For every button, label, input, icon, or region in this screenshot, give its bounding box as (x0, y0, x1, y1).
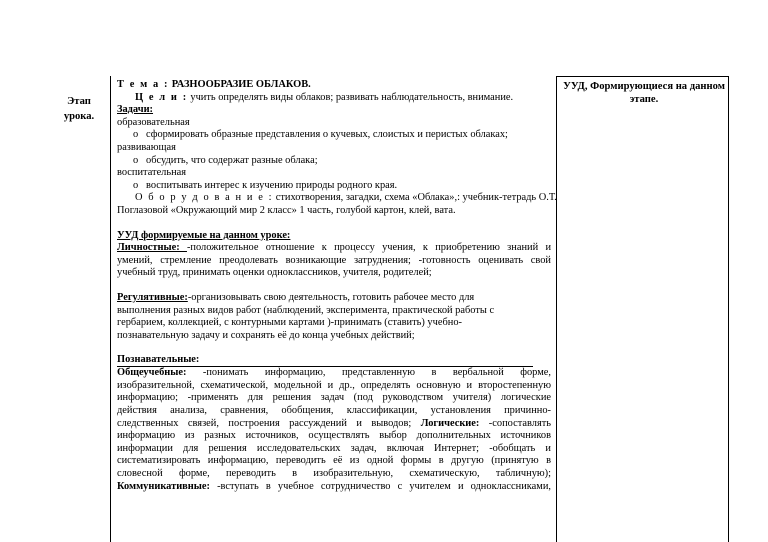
communicative-label: Коммуникативные: (117, 480, 210, 492)
cognitive-heading-underline (117, 354, 533, 367)
cognitive-line-3: информацию; -применять для решения задач (под руководством учителя) логические (117, 392, 551, 404)
uud-column-header: УУД, Формирующиеся на данном этапе. (563, 81, 725, 105)
logical-label: Логические: (420, 417, 480, 429)
equipment-line-1 (117, 192, 557, 205)
communicative-line-1 (117, 481, 551, 494)
task-category-developing: развивающая (117, 141, 176, 153)
general-label: Общеучебные: (117, 367, 187, 379)
logical-text: -сопоставлять (479, 417, 551, 429)
goals-value: учить определять виды облаков; развивать наблюдательность, внимание. (190, 91, 514, 103)
task-item-educational (117, 129, 551, 142)
personal-line-3: учебный труд, принимать оценки одноклассников, учителя, родителей; (117, 267, 432, 279)
personal-line-1 (117, 242, 551, 255)
theme-value: РАЗНООБРАЗИЕ ОБЛАКОВ. (171, 79, 311, 90)
bullet-mark: o (133, 154, 139, 166)
cognitive-line-4: действия анализа, сравнения, обобщения, классификации, установления причинно- (117, 405, 551, 417)
uud-section-title: УУД формируемые на данном уроке: (117, 229, 291, 241)
bullet-mark: o (133, 179, 139, 191)
cognitive-line-9: словесной форме, переводить в изобразительную, схематическую, табличную); (117, 468, 551, 480)
task-category-educational: образовательная (117, 116, 190, 128)
table-top-border-uud (556, 76, 729, 77)
cognitive-heading-row (117, 354, 551, 367)
personal-text: -положительное отношение к процессу учения, к приобретению знаний и (186, 242, 551, 254)
theme-label: Т е м а : (117, 79, 170, 90)
lesson-theme (117, 79, 551, 92)
task-category-upbringing: воспитательная (117, 167, 187, 179)
bullet-mark: o (133, 129, 139, 141)
equipment-line-2: Поглазовой «Окружающий мир 2 класс» 1 часть, голубой картон, клей, вата. (117, 204, 456, 216)
task-item-text: обсудить, что содержат разные облака; (146, 154, 318, 166)
table-divider-left (110, 76, 111, 542)
spacer (117, 342, 551, 354)
spacer (117, 280, 551, 292)
communicative-text: -вступать в учебное сотрудничество с учителем и одноклассниками, (209, 480, 551, 492)
task-item-text: сформировать образные представления о кучевых, слоистых и перистых облаках; (146, 129, 508, 141)
personal-line-2: умений, стремление преодолевать возникающие затруднения; -готовность оценивать свой (117, 254, 551, 266)
cognitive-line-2: изобразительной, схематической, модельной и др., определять основную и второстепенную (117, 379, 551, 391)
regulative-text: -организовывать свою деятельность, готовить рабочее место для (187, 291, 475, 303)
tasks-label: Задачи: (117, 104, 154, 116)
regulative-label: Регулятивные: (117, 291, 188, 303)
spacer (117, 218, 551, 230)
general-text: -понимать информацию, представленную в вербальной форме, (186, 367, 551, 379)
task-item-text: воспитывать интерес к изучению природы родного края. (146, 179, 398, 191)
table-divider-right (728, 76, 729, 542)
cognitive-line-8: систематизировать информацию, переводить её из одной формы в другую (принятую в (117, 455, 551, 467)
cognitive-line-1 (117, 367, 551, 380)
cognitive-line-6: информацию из разных источников, осуществлять выбор дополнительных источников (117, 430, 551, 442)
table-divider-middle (556, 76, 557, 542)
cognitive-line-5-start: следственных связей, построения рассуждений и выводов; (117, 417, 421, 429)
cognitive-line-5 (117, 418, 551, 431)
regulative-line-4: познавательную задачу и сохранять её до конца учебных действий; (117, 329, 415, 341)
personal-label: Личностные: (117, 242, 187, 254)
stage-column-header: Этап урока. (63, 96, 95, 122)
cognitive-line-7: информации для решения исследовательских задач, включая Интернет; -обобщать и (117, 442, 551, 454)
equipment-text-1: стихотворения, загадки, схема «Облака»,: учебник-тетрадь О.Т. (275, 192, 557, 204)
task-item-upbringing (117, 180, 551, 193)
regulative-line-3: гербарием, коллекцией, с контурными картами )-принимать (ставить) учебно- (117, 317, 462, 329)
regulative-line-1 (117, 292, 551, 305)
lesson-content (117, 79, 557, 493)
task-item-developing (117, 155, 551, 168)
goals-label: Ц е л и : (135, 91, 188, 103)
equipment-label: О б о р у д о в а н и е : (135, 192, 274, 204)
regulative-line-2: выполнения разных видов работ (наблюдений, эксперимента, практической работы с (117, 304, 495, 316)
cognitive-label: Познавательные: (117, 354, 200, 366)
lesson-goals (117, 92, 551, 105)
